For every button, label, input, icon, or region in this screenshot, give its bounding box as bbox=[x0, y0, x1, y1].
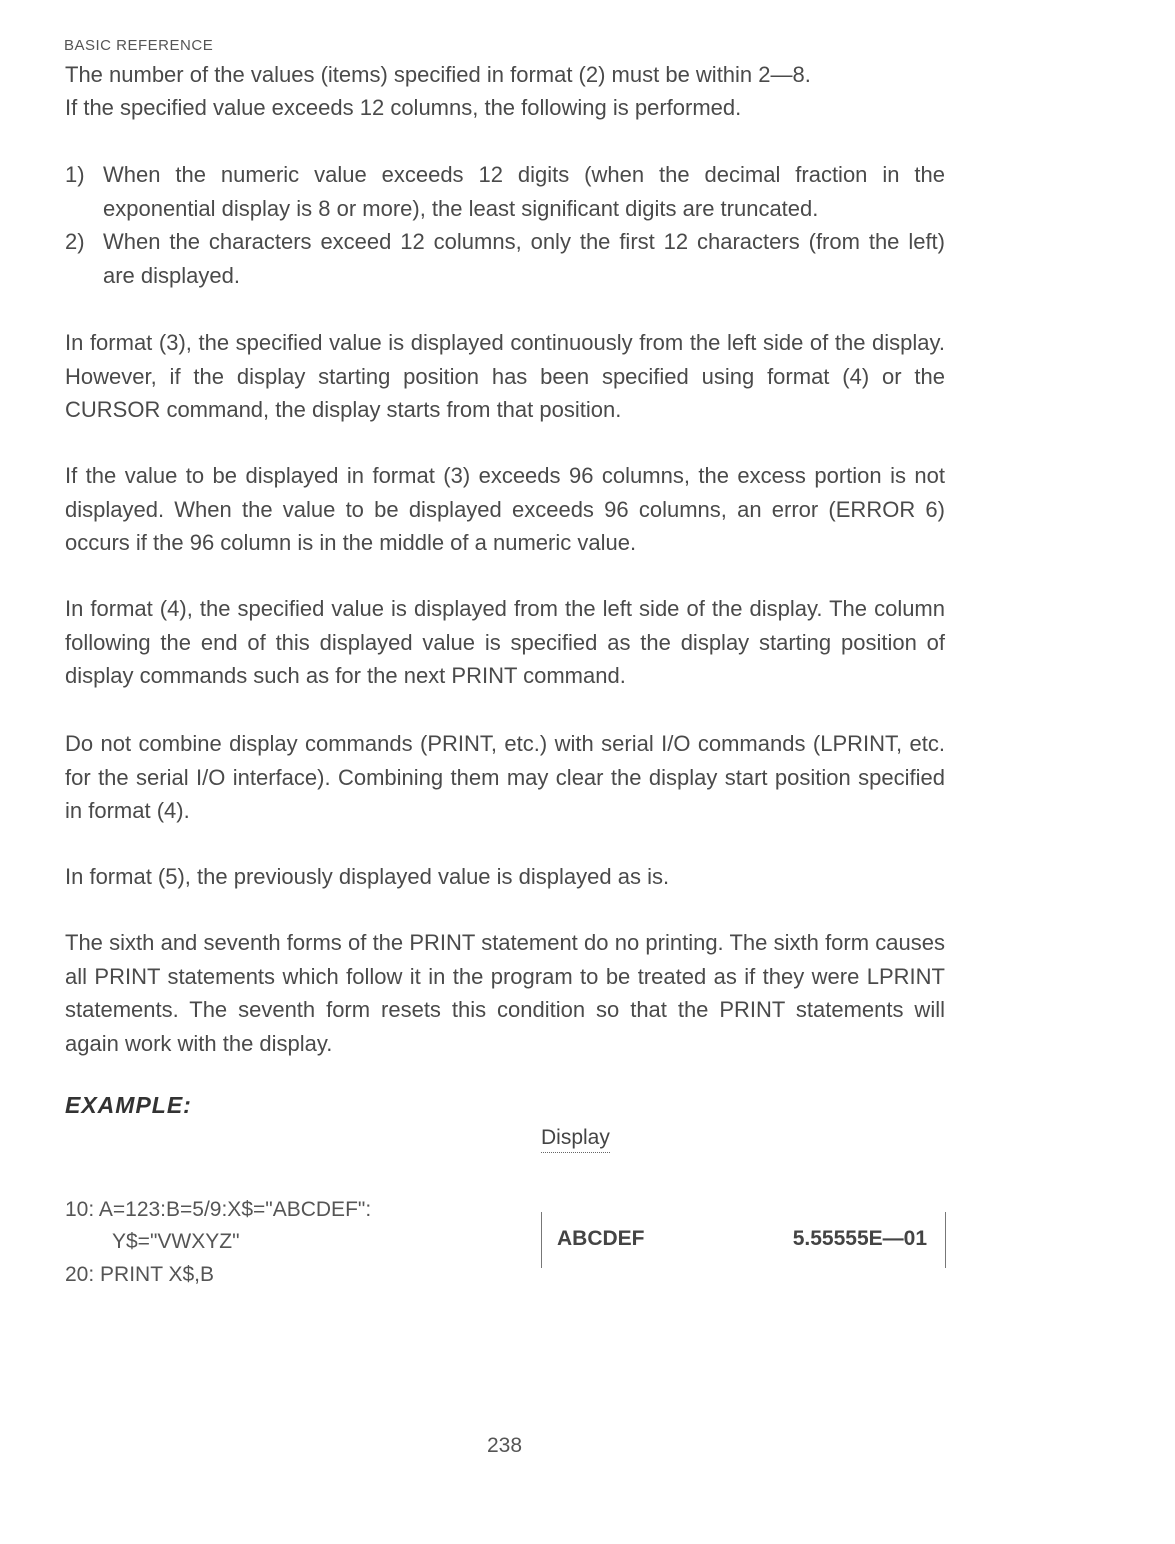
code-line: 20: PRINT X$,B bbox=[65, 1263, 215, 1286]
paragraph-sixth-seventh: The sixth and seventh forms of the PRINT statement do no printing. The sixth form causes all PRINT statements which follow it in the program to be treated as if they were LPRINT statements. The seventh form resets this condition so that the PRINT statements will again work with the display. bbox=[65, 930, 945, 1056]
list-number: 2) bbox=[65, 229, 85, 254]
display-heading: Display bbox=[541, 1126, 610, 1153]
section-header: BASIC REFERENCE bbox=[64, 37, 214, 54]
code-line: 10: A=123:B=5/9:X$="ABCDEF": bbox=[65, 1198, 372, 1221]
page-number: 238 bbox=[487, 1434, 523, 1457]
paragraph-96-columns: If the value to be displayed in format (3) exceeds 96 columns, the excess portion is not displayed. When the value to be displayed exceeds 96 columns, an error (ERROR 6) occurs if the 96 column is in the middle of a numeric value. bbox=[65, 463, 945, 555]
list-number: 1) bbox=[65, 162, 85, 187]
list-text: When the characters exceed 12 columns, only the first 12 characters (from the left) are displayed. bbox=[103, 229, 945, 288]
display-string-value: ABCDEF bbox=[557, 1227, 645, 1250]
paragraph-format-3: In format (3), the specified value is displayed continuously from the left side of the display. However, if the display starting position has been specified using format (4) or the CURSOR command, the display starts from that position. bbox=[65, 330, 945, 422]
display-numeric-value: 5.55555E—01 bbox=[792, 1227, 927, 1250]
list-text: When the numeric value exceeds 12 digits (when the decimal fraction in the exponential display is 8 or more), the least significant digits are truncated. bbox=[103, 162, 945, 221]
code-line: Y$="VWXYZ" bbox=[112, 1230, 240, 1253]
paragraph-format-5: In format (5), the previously displayed value is displayed as is. bbox=[65, 864, 670, 889]
paragraph-format-4: In format (4), the specified value is displayed from the left side of the display. The column following the end of this displayed value is specified as the display starting position of display commands such as for the next PRINT command. bbox=[65, 596, 945, 688]
lcd-display-box bbox=[541, 1212, 946, 1268]
list-item bbox=[65, 225, 945, 292]
example-heading: EXAMPLE: bbox=[65, 1092, 192, 1118]
paragraph-item-count: The number of the values (items) specified in format (2) must be within 2—8. bbox=[65, 62, 811, 87]
paragraph-serial-io: Do not combine display commands (PRINT, etc.) with serial I/O commands (LPRINT, etc. for the serial I/O interface). Combining them may clear the display start position specified in format (4). bbox=[65, 731, 945, 823]
list-item bbox=[65, 158, 945, 225]
paragraph-exceeds-columns: If the specified value exceeds 12 columns, the following is performed. bbox=[65, 95, 742, 120]
